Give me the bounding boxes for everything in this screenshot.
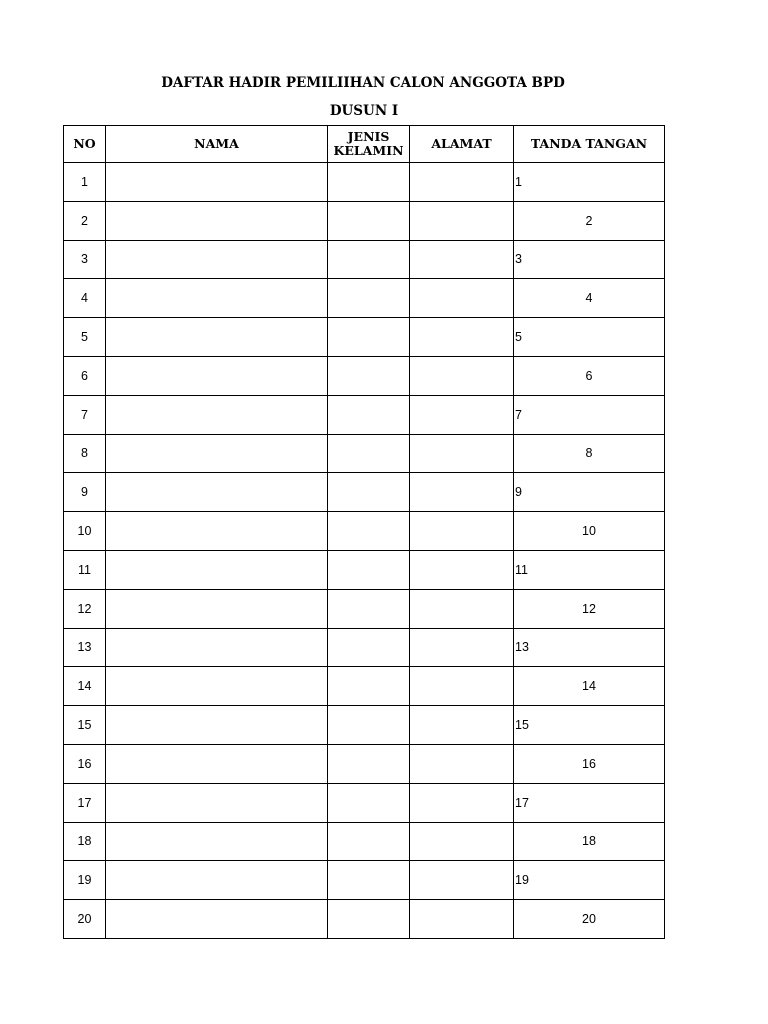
nama-cell[interactable]: [106, 201, 328, 240]
nama-cell[interactable]: [106, 667, 328, 706]
table-row: [64, 550, 665, 589]
table-row: [64, 628, 665, 667]
header-jenis-kelamin: JENIS KELAMIN: [328, 126, 410, 163]
document-subtitle: DUSUN I: [329, 103, 399, 119]
jenis-kelamin-cell[interactable]: [328, 706, 410, 745]
signature-cell[interactable]: 4: [514, 279, 665, 318]
table-row: [64, 240, 665, 279]
alamat-cell[interactable]: [410, 589, 514, 628]
nama-cell[interactable]: [106, 163, 328, 202]
nama-cell[interactable]: [106, 240, 328, 279]
jenis-kelamin-cell[interactable]: [328, 744, 410, 783]
table-row: [64, 318, 665, 357]
header-alamat: ALAMAT: [410, 126, 514, 163]
alamat-cell[interactable]: [410, 861, 514, 900]
alamat-cell[interactable]: [410, 550, 514, 589]
jenis-kelamin-cell[interactable]: [328, 395, 410, 434]
jenis-kelamin-cell[interactable]: [328, 667, 410, 706]
alamat-cell[interactable]: [410, 512, 514, 551]
signature-cell[interactable]: 18: [514, 822, 665, 861]
attendance-table: [63, 125, 665, 939]
nama-cell[interactable]: [106, 279, 328, 318]
signature-cell[interactable]: 14: [514, 667, 665, 706]
signature-cell[interactable]: 6: [514, 356, 665, 395]
jenis-kelamin-cell[interactable]: [328, 240, 410, 279]
nama-cell[interactable]: [106, 861, 328, 900]
signature-cell[interactable]: 20: [514, 900, 665, 939]
document-title: DAFTAR HADIR PEMILIIHAN CALON ANGGOTA BPD: [161, 75, 565, 91]
table-row: [64, 163, 665, 202]
table-row: [64, 667, 665, 706]
row-number: 11: [64, 550, 106, 589]
row-number: 18: [64, 822, 106, 861]
nama-cell[interactable]: [106, 395, 328, 434]
nama-cell[interactable]: [106, 744, 328, 783]
nama-cell[interactable]: [106, 512, 328, 551]
jenis-kelamin-cell[interactable]: [328, 822, 410, 861]
nama-cell[interactable]: [106, 434, 328, 473]
table-row: [64, 201, 665, 240]
nama-cell[interactable]: [106, 550, 328, 589]
table-row: [64, 822, 665, 861]
row-number: 14: [64, 667, 106, 706]
table-row: [64, 395, 665, 434]
table-header-row: [64, 126, 665, 163]
nama-cell[interactable]: [106, 628, 328, 667]
signature-cell[interactable]: 16: [514, 744, 665, 783]
jenis-kelamin-cell[interactable]: [328, 550, 410, 589]
row-number: 2: [64, 201, 106, 240]
signature-cell[interactable]: 5: [514, 318, 665, 357]
row-number: 12: [64, 589, 106, 628]
row-number: 4: [64, 279, 106, 318]
jenis-kelamin-cell[interactable]: [328, 356, 410, 395]
jenis-kelamin-cell[interactable]: [328, 201, 410, 240]
signature-cell[interactable]: 11: [514, 550, 665, 589]
table-row: [64, 706, 665, 745]
alamat-cell[interactable]: [410, 434, 514, 473]
signature-cell[interactable]: 13: [514, 628, 665, 667]
table-row: [64, 783, 665, 822]
signature-cell[interactable]: 15: [514, 706, 665, 745]
row-number: 20: [64, 900, 106, 939]
jenis-kelamin-cell[interactable]: [328, 900, 410, 939]
alamat-cell[interactable]: [410, 706, 514, 745]
table-row: [64, 473, 665, 512]
nama-cell[interactable]: [106, 783, 328, 822]
signature-cell[interactable]: 9: [514, 473, 665, 512]
row-number: 17: [64, 783, 106, 822]
header-tanda-tangan: TANDA TANGAN: [514, 126, 665, 163]
signature-cell[interactable]: 3: [514, 240, 665, 279]
signature-cell[interactable]: 19: [514, 861, 665, 900]
jenis-kelamin-cell[interactable]: [328, 163, 410, 202]
table-row: [64, 356, 665, 395]
alamat-cell[interactable]: [410, 667, 514, 706]
alamat-cell[interactable]: [410, 240, 514, 279]
table-row: [64, 744, 665, 783]
row-number: 1: [64, 163, 106, 202]
signature-cell[interactable]: 12: [514, 589, 665, 628]
alamat-cell[interactable]: [410, 201, 514, 240]
row-number: 16: [64, 744, 106, 783]
alamat-cell[interactable]: [410, 279, 514, 318]
row-number: 3: [64, 240, 106, 279]
nama-cell[interactable]: [106, 822, 328, 861]
row-number: 10: [64, 512, 106, 551]
nama-cell[interactable]: [106, 356, 328, 395]
row-number: 13: [64, 628, 106, 667]
alamat-cell[interactable]: [410, 744, 514, 783]
signature-cell[interactable]: 10: [514, 512, 665, 551]
nama-cell[interactable]: [106, 318, 328, 357]
row-number: 8: [64, 434, 106, 473]
alamat-cell[interactable]: [410, 356, 514, 395]
jenis-kelamin-cell[interactable]: [328, 861, 410, 900]
jenis-kelamin-cell[interactable]: [328, 279, 410, 318]
alamat-cell[interactable]: [410, 395, 514, 434]
jenis-kelamin-cell[interactable]: [328, 589, 410, 628]
jenis-kelamin-cell[interactable]: [328, 318, 410, 357]
alamat-cell[interactable]: [410, 822, 514, 861]
nama-cell[interactable]: [106, 473, 328, 512]
jenis-kelamin-cell[interactable]: [328, 628, 410, 667]
alamat-cell[interactable]: [410, 473, 514, 512]
table-row: [64, 279, 665, 318]
nama-cell[interactable]: [106, 589, 328, 628]
alamat-cell[interactable]: [410, 163, 514, 202]
nama-cell[interactable]: [106, 706, 328, 745]
table-row: [64, 861, 665, 900]
row-number: 9: [64, 473, 106, 512]
signature-cell[interactable]: 2: [514, 201, 665, 240]
signature-cell[interactable]: 8: [514, 434, 665, 473]
table-row: [64, 900, 665, 939]
signature-cell[interactable]: 1: [514, 163, 665, 202]
header-nama: NAMA: [106, 126, 328, 163]
table-row: [64, 512, 665, 551]
alamat-cell[interactable]: [410, 783, 514, 822]
table-row: [64, 589, 665, 628]
row-number: 15: [64, 706, 106, 745]
signature-cell[interactable]: 17: [514, 783, 665, 822]
jenis-kelamin-cell[interactable]: [328, 434, 410, 473]
header-no: NO: [64, 126, 106, 163]
jenis-kelamin-cell[interactable]: [328, 473, 410, 512]
row-number: 19: [64, 861, 106, 900]
row-number: 7: [64, 395, 106, 434]
alamat-cell[interactable]: [410, 318, 514, 357]
row-number: 6: [64, 356, 106, 395]
jenis-kelamin-cell[interactable]: [328, 783, 410, 822]
alamat-cell[interactable]: [410, 628, 514, 667]
alamat-cell[interactable]: [410, 900, 514, 939]
signature-cell[interactable]: 7: [514, 395, 665, 434]
nama-cell[interactable]: [106, 900, 328, 939]
row-number: 5: [64, 318, 106, 357]
jenis-kelamin-cell[interactable]: [328, 512, 410, 551]
table-row: [64, 434, 665, 473]
